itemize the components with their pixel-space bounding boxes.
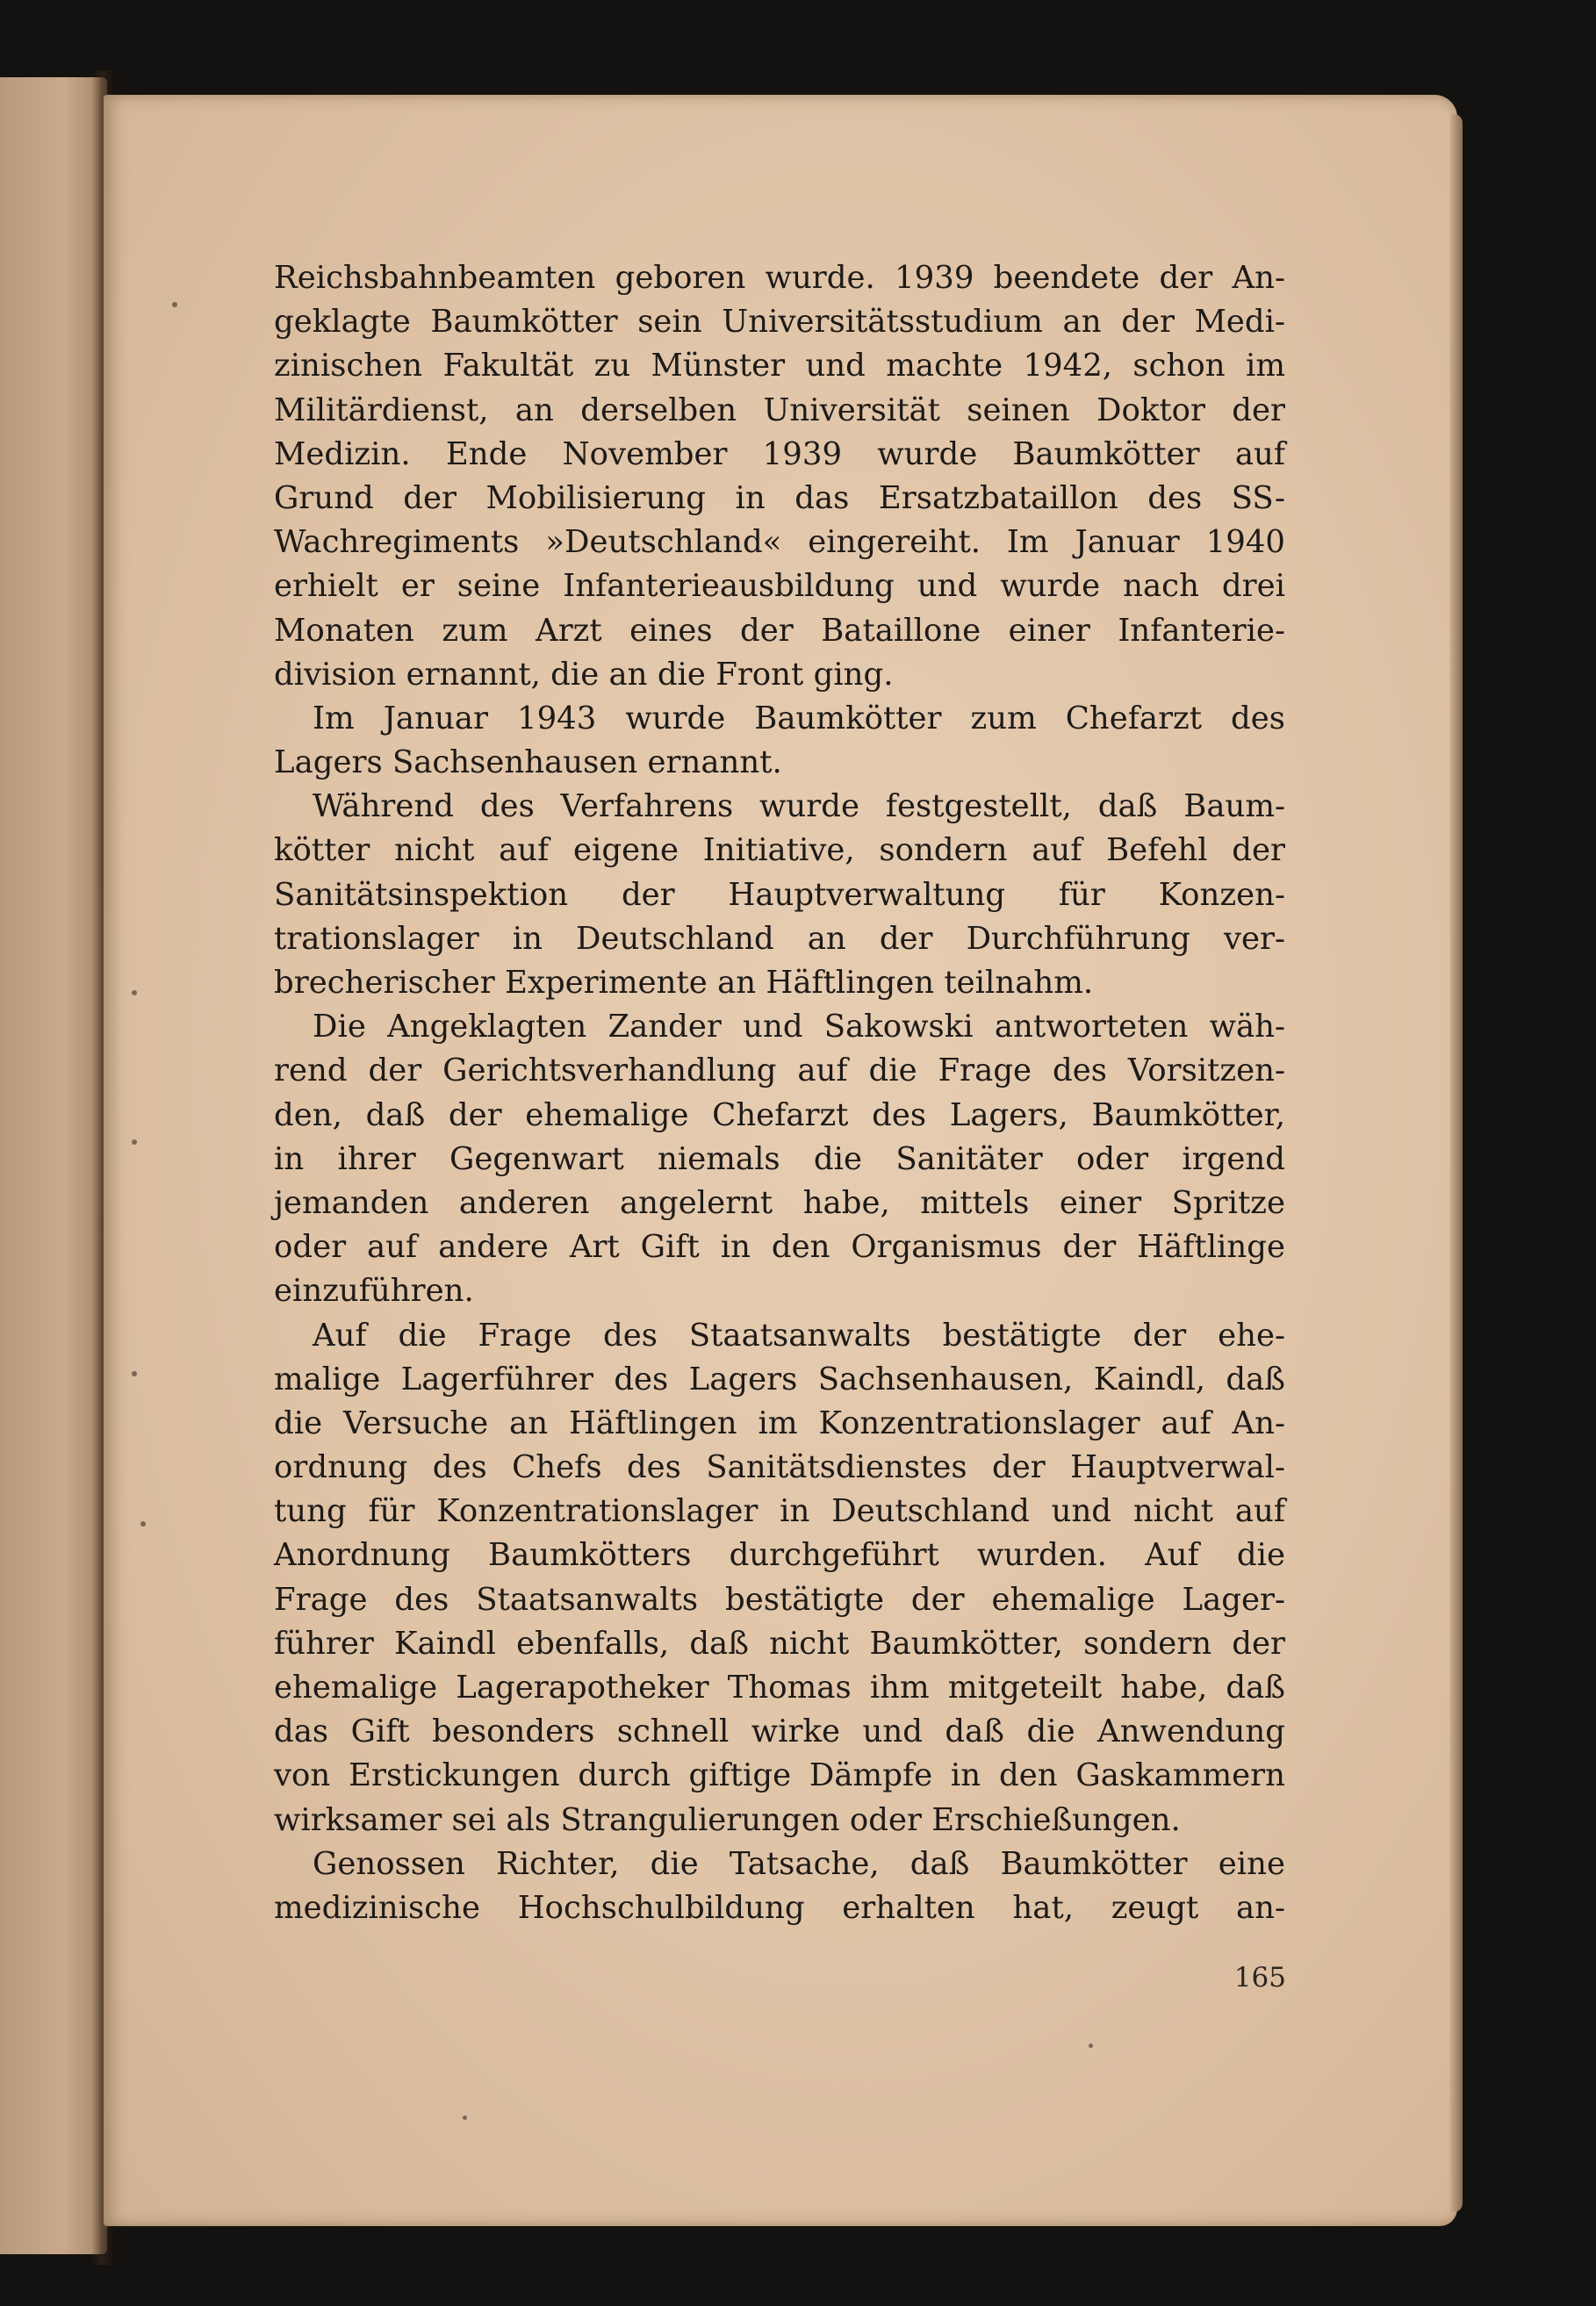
text-line: tung für Konzentrationslager in Deutschland und nicht auf — [274, 1493, 1285, 1530]
text-line: malige Lagerführer des Lagers Sachsenhausen, Kaindl, daß — [274, 1361, 1285, 1397]
text-line: Militärdienst, an derselben Universität seinen Doktor der — [274, 392, 1285, 428]
text-line: Sanitätsinspektion der Hauptverwaltung für Konzen- — [274, 876, 1285, 913]
text-line: oder auf andere Art Gift in den Organismus der Häftlinge — [274, 1229, 1285, 1266]
text-line: den, daß der ehemalige Chefarzt des Lagers, Baumkötter, — [274, 1096, 1285, 1133]
text-line: wirksamer sei als Strangulierungen oder Erschießungen. — [274, 1801, 1181, 1838]
text-line: Frage des Staatsanwalts bestätigte der ehemalige Lager- — [274, 1581, 1285, 1618]
text-line: in ihrer Gegenwart niemals die Sanitäter oder irgend — [274, 1140, 1285, 1177]
text-line: Lagers Sachsenhausen ernannt. — [274, 744, 782, 781]
text-line: ehemalige Lagerapotheker Thomas ihm mitgeteilt habe, daß — [274, 1670, 1285, 1706]
body-text — [274, 256, 1285, 1930]
text-line: das Gift besonders schnell wirke und daß die Anwendung — [274, 1713, 1285, 1750]
paragraph-start-line: Genossen Richter, die Tatsache, daß Baumkötter eine — [313, 1845, 1285, 1882]
page-speck — [132, 1371, 137, 1376]
page-speck — [172, 302, 177, 307]
text-line: rend der Gerichtsverhandlung auf die Frage des Vorsitzen- — [274, 1052, 1285, 1089]
text-line: Medizin. Ende November 1939 wurde Baumkötter auf — [274, 435, 1285, 472]
text-line: brecherischer Experimente an Häftlingen teilnahm. — [274, 965, 1094, 1001]
text-line: einzuführen. — [274, 1273, 474, 1310]
text-line: Grund der Mobilisierung in das Ersatzbataillon des SS- — [274, 479, 1285, 516]
text-line: geklagte Baumkötter sein Universitätsstudium an der Medi- — [274, 304, 1285, 341]
text-line: Anordnung Baumkötters durchgeführt wurden. Auf die — [274, 1537, 1285, 1574]
right-page-edge — [1450, 114, 1463, 2212]
page-speck — [140, 1521, 146, 1527]
text-line: führer Kaindl ebenfalls, daß nicht Baumkötter, sondern der — [274, 1625, 1285, 1662]
paragraph-start-line: Auf die Frage des Staatsanwalts bestätigte der ehe- — [313, 1317, 1285, 1354]
paragraph-start-line: Die Angeklagten Zander und Sakowski antworteten wäh- — [313, 1009, 1285, 1045]
text-line: ordnung des Chefs des Sanitätsdienstes der Hauptverwal- — [274, 1449, 1285, 1486]
page-speck — [463, 2116, 467, 2120]
page-speck — [1089, 2044, 1093, 2048]
text-line: Wachregiments »Deutschland« eingereiht. Im Januar 1940 — [274, 524, 1285, 561]
page-number: 165 — [1233, 1962, 1286, 1994]
text-line: division ernannt, die an die Front ging. — [274, 656, 894, 693]
text-line: von Erstickungen durch giftige Dämpfe in den Gaskammern — [274, 1757, 1285, 1794]
page-speck — [132, 1139, 137, 1145]
text-line: Monaten zum Arzt eines der Bataillone einer Infanterie- — [274, 612, 1285, 649]
text-line: kötter nicht auf eigene Initiative, sondern auf Befehl der — [274, 832, 1285, 869]
page-speck — [132, 990, 137, 995]
paragraph-start-line: Während des Verfahrens wurde festgestellt, daß Baum- — [313, 788, 1285, 825]
text-line: Reichsbahnbeamten geboren wurde. 1939 beendete der An- — [274, 260, 1285, 296]
text-line: medizinische Hochschulbildung erhalten hat, zeugt an- — [274, 1889, 1285, 1926]
text-line: zinischen Fakultät zu Münster und machte 1942, schon im — [274, 348, 1285, 384]
text-line: trationslager in Deutschland an der Durchführung ver- — [274, 920, 1285, 957]
paragraph-start-line: Im Januar 1943 wurde Baumkötter zum Chefarzt des — [313, 700, 1285, 736]
text-line: die Versuche an Häftlingen im Konzentrationslager auf An- — [274, 1404, 1285, 1441]
text-line: erhielt er seine Infanterieausbildung und wurde nach drei — [274, 568, 1285, 605]
text-line: jemanden anderen angelernt habe, mittels einer Spritze — [274, 1184, 1285, 1221]
